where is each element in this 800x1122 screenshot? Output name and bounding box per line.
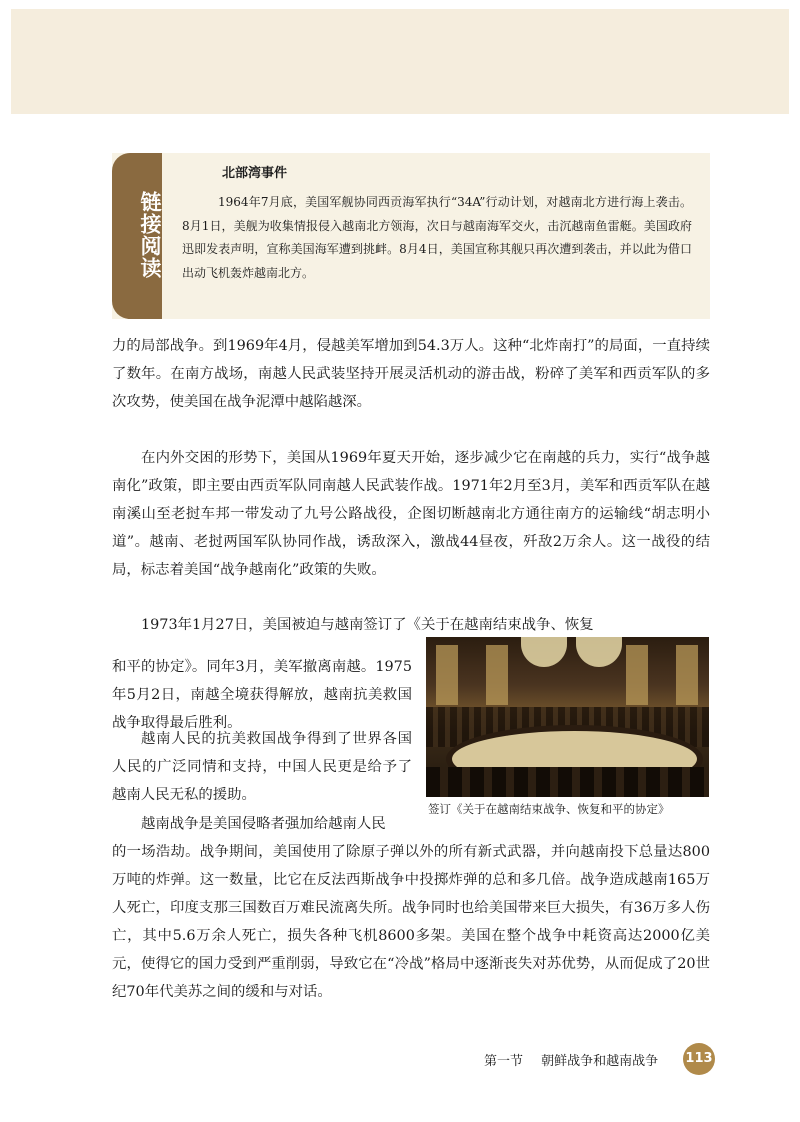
- paragraph-2-text: 在内外交困的形势下，美国从1969年夏天开始，逐步减少它在南越的兵力，实行“战争越南化”政策，即主要由西贡军队同南越人民武装作战。1971年2月至3月，美军和西贡军队在越南溪山至老挝车邦一带发动了九号公路战役，企图切断越南北方通往南方的运输线“胡志明小道”。越南、老挝两国军队协同作战，诱敌深入，激战44昼夜，歼敌2万余人。这一战役的结局，标志着美国“战争越南化”政策的失败。: [112, 450, 710, 578]
- paragraph-3-text: 1973年1月27日，美国被迫与越南签订了《关于在越南结束战争、恢复: [141, 617, 594, 633]
- sidebar-body: [182, 191, 692, 285]
- sidebar-paragraph: 1964年7月底，美国军舰协同西贡海军执行“34A”行动计划，对越南北方进行海上袭击。8月1日，美舰为收集情报侵入越南北方领海，次日与越南海军交火，击沉越南鱼雷艇。美国政府迅即发表声明，宣称美国海军遭到挑衅。8月4日，美国宣称其舰只再次遭到袭击，并以此为借口出动飞机轰炸越南北方。: [182, 195, 692, 280]
- paragraph-7-text: 的一场浩劫。战争期间，美国使用了除原子弹以外的所有新式武器，并向越南投下总量达800万吨的炸弹。这一数量，比它在反法西斯战争中投掷炸弹的总和多几倍。战争造成越南165万人死亡，印度支那三国数百万难民流离失所。战争同时也给美国带来巨大损失，有36万多人伤亡，其中5.6万余人死亡，损失各种飞机8600多架。美国在整个战争中耗资高达2000亿美元，使得它的国力受到严重削弱，导致它在“冷战”格局中逐渐丧失对苏优势，从而促成了20世纪70年代美苏之间的缓和与对话。: [112, 844, 710, 1001]
- paragraph-1: [112, 332, 710, 416]
- photo-caption: 签订《关于在越南结束战争、恢复和平的协定》: [428, 802, 670, 816]
- sidebar-title: 北部湾事件: [222, 166, 288, 181]
- footer-chapter: 朝鲜战争和越南战争: [541, 1054, 659, 1069]
- reading-link-label: 链接阅读: [138, 191, 162, 279]
- paragraph-4-text: 和平的协定》。同年3月，美军撤离南越。1975年5月2日，南越全境获得解放，越南抗美救国战争取得最后胜利。: [112, 659, 412, 732]
- paragraph-2: [112, 444, 710, 584]
- paragraph-3: [112, 611, 710, 639]
- paragraph-1-text: 力的局部战争。到1969年4月，侵越美军增加到54.3万人。这种“北炸南打”的局面，一直持续了数年。在南方战场，南越人民武装坚持开展灵活机动的游击战，粉碎了美军和西贡军队的多次攻势，使美国在战争泥潭中越陷越深。: [112, 338, 710, 410]
- paragraph-5-text: 越南人民的抗美救国战争得到了世界各国人民的广泛同情和支持，中国人民更是给予了越南人民无私的援助。: [112, 731, 412, 804]
- reading-link-tab: [112, 153, 162, 319]
- header-band: [11, 9, 789, 114]
- footer-running-head: [484, 1050, 672, 1069]
- signing-ceremony-photo: [426, 637, 709, 797]
- footer-section: 第一节: [484, 1054, 524, 1069]
- paragraph-6-text: 越南战争是美国侵略者强加给越南人民: [141, 816, 386, 833]
- page-number: 113: [683, 1043, 715, 1075]
- paragraph-7: [112, 824, 710, 1021]
